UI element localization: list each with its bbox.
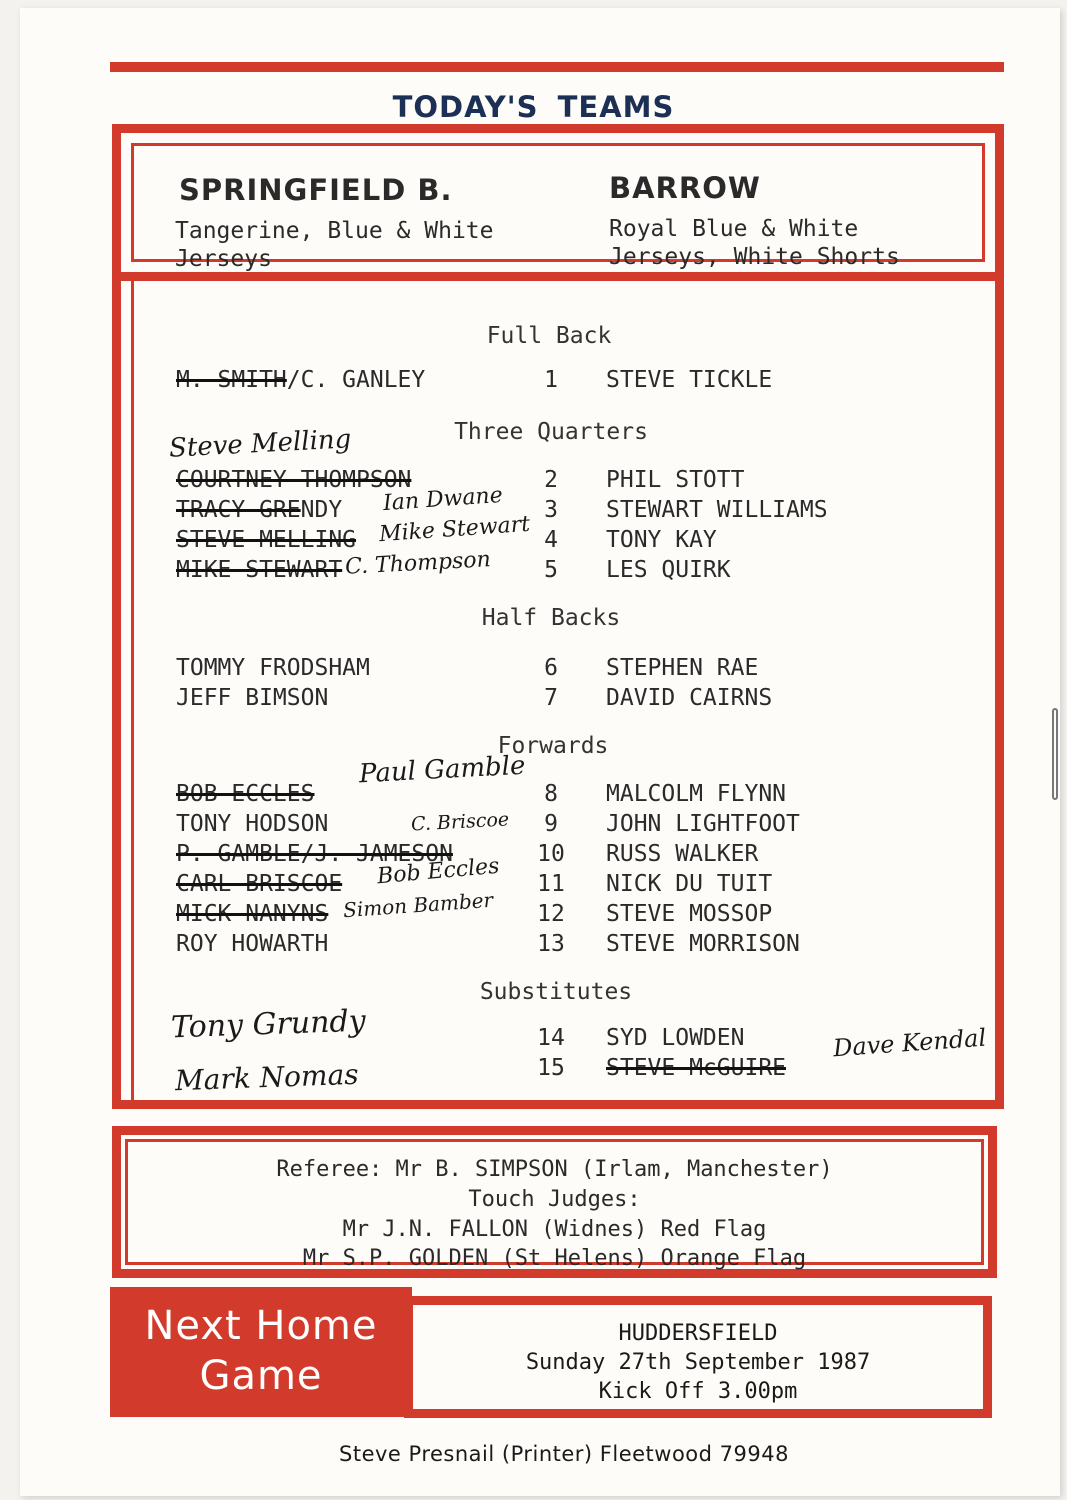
home-player-struck: P. GAMBLE/J. JAMESON	[176, 841, 453, 867]
section-forwards: Forwards	[497, 733, 609, 759]
shirt-number: 10	[537, 841, 565, 867]
home-player-struck: BOB ECCLES	[176, 781, 315, 807]
touch-judges-heading: Touch Judges:	[468, 1187, 641, 1212]
player-row	[121, 811, 995, 841]
away-player: STEVE TICKLE	[606, 367, 773, 393]
section-substitutes: Substitutes	[479, 979, 633, 1005]
section-full-back: Full Back	[486, 323, 612, 349]
next-home-game-label-box	[110, 1287, 412, 1417]
section-half-backs: Half Backs	[481, 605, 621, 631]
away-player-struck: STEVE McGUIRE	[606, 1055, 787, 1081]
player-row	[121, 367, 995, 397]
player-row	[121, 901, 995, 931]
touch-judge-2: Mr S.P. GOLDEN (St Helens) Orange Flag	[302, 1246, 807, 1271]
handwritten-simon-bamber: Simon Bamber	[342, 887, 494, 923]
home-team-name: SPRINGFIELD B.	[179, 173, 453, 207]
player-row	[121, 781, 995, 811]
next-home-label-line2: Game	[199, 1353, 323, 1399]
home-team-colours: Tangerine, Blue & White Jerseys	[175, 218, 494, 272]
page-title: TODAY'S TEAMS	[392, 90, 675, 124]
away-player: STEWART WILLIAMS	[606, 497, 828, 523]
home-player-struck: MIKE STEWART	[176, 557, 343, 583]
away-player: RUSS WALKER	[606, 841, 759, 867]
next-fixture-box	[404, 1296, 992, 1418]
referee: Referee: Mr B. SIMPSON (Irlam, Manchester)	[276, 1157, 833, 1182]
home-player-struck: CARL BRISCOE	[176, 871, 343, 897]
away-player: STEPHEN RAE	[606, 655, 759, 681]
touch-judge-1: Mr J.N. FALLON (Widnes) Red Flag	[342, 1217, 767, 1242]
teams-divider	[121, 272, 995, 281]
shirt-number: 5	[544, 557, 558, 583]
shirt-number: 13	[537, 931, 565, 957]
next-home-label-line1: Next Home	[144, 1303, 378, 1349]
handwritten-tony-grundy: Tony Grundy	[170, 1003, 367, 1046]
shirt-number: 1	[544, 367, 558, 393]
handwritten-paul-gamble: Paul Gamble	[358, 750, 527, 790]
away-player: DAVID CAIRNS	[606, 685, 773, 711]
shirt-number: 14	[537, 1025, 565, 1051]
handwritten-bob-eccles: Bob Eccles	[376, 853, 501, 890]
away-player: MALCOLM FLYNN	[606, 781, 787, 807]
player-row	[121, 841, 995, 871]
next-opponent: HUDDERSFIELD	[618, 1321, 778, 1346]
player-row	[121, 497, 995, 527]
shirt-number: 2	[544, 467, 558, 493]
away-player: PHIL STOTT	[606, 467, 745, 493]
shirt-number: 11	[537, 871, 565, 897]
away-player: NICK DU TUIT	[606, 871, 773, 897]
player-row	[121, 527, 995, 557]
home-player: TONY HODSON	[176, 811, 329, 837]
home-player-struck: STEVE MELLING	[176, 527, 357, 553]
home-player-struck: M. SMITH	[176, 367, 287, 393]
away-player: STEVE MOSSOP	[606, 901, 773, 927]
player-row	[121, 467, 995, 497]
away-player: JOHN LIGHTFOOT	[606, 811, 800, 837]
shirt-number: 9	[544, 811, 558, 837]
shirt-number: 12	[537, 901, 565, 927]
away-player: TONY KAY	[606, 527, 717, 553]
teams-box	[112, 124, 1004, 1109]
player-row	[121, 655, 995, 685]
next-kickoff: Kick Off 3.00pm	[598, 1379, 798, 1404]
home-player: TOMMY FRODSHAM	[176, 655, 370, 681]
away-player: STEVE MORRISON	[606, 931, 800, 957]
staple	[1052, 708, 1058, 800]
shirt-number: 15	[537, 1055, 565, 1081]
shirt-number: 7	[544, 685, 558, 711]
top-rule	[110, 62, 1004, 72]
home-player: NDY	[300, 497, 343, 523]
home-player-struck: TRACY GRE	[176, 497, 301, 523]
handwritten-steve-melling: Steve Melling	[168, 424, 353, 464]
player-row	[121, 871, 995, 901]
away-player: LES QUIRK	[606, 557, 731, 583]
away-player: SYD LOWDEN	[606, 1025, 745, 1051]
home-player: /C. GANLEY	[286, 367, 426, 393]
home-player: ROY HOWARTH	[176, 931, 329, 957]
handwritten-dave-kendall: Dave Kendal	[832, 1023, 988, 1063]
handwritten-mike-stewart: Mike Stewart	[378, 511, 531, 548]
home-player: JEFF BIMSON	[176, 685, 329, 711]
player-row	[121, 557, 995, 587]
shirt-number: 8	[544, 781, 558, 807]
home-player-struck: COURTNEY THOMPSON	[176, 467, 412, 493]
handwritten-c-briscoe: C. Briscoe	[410, 808, 510, 836]
printer-credit: Steve Presnail (Printer) Fleetwood 79948	[339, 1442, 789, 1466]
shirt-number: 6	[544, 655, 558, 681]
player-row	[121, 931, 995, 961]
away-team-colours: Royal Blue & White Jerseys, White Shorts	[609, 216, 900, 270]
officials-box	[112, 1126, 997, 1278]
shirt-number: 3	[544, 497, 558, 523]
handwritten-mark-nomas: Mark Nomas	[174, 1057, 360, 1098]
shirt-number: 4	[544, 527, 558, 553]
section-three-quarters: Three Quarters	[454, 419, 648, 445]
away-team-name: BARROW	[609, 171, 761, 205]
home-player-struck: MICK NANYNS	[176, 901, 329, 927]
handwritten-c-thompson: C. Thompson	[344, 547, 492, 580]
next-date: Sunday 27th September 1987	[525, 1350, 871, 1375]
handwritten-ian-dwane: Ian Dwane	[382, 482, 504, 517]
player-row	[121, 685, 995, 715]
